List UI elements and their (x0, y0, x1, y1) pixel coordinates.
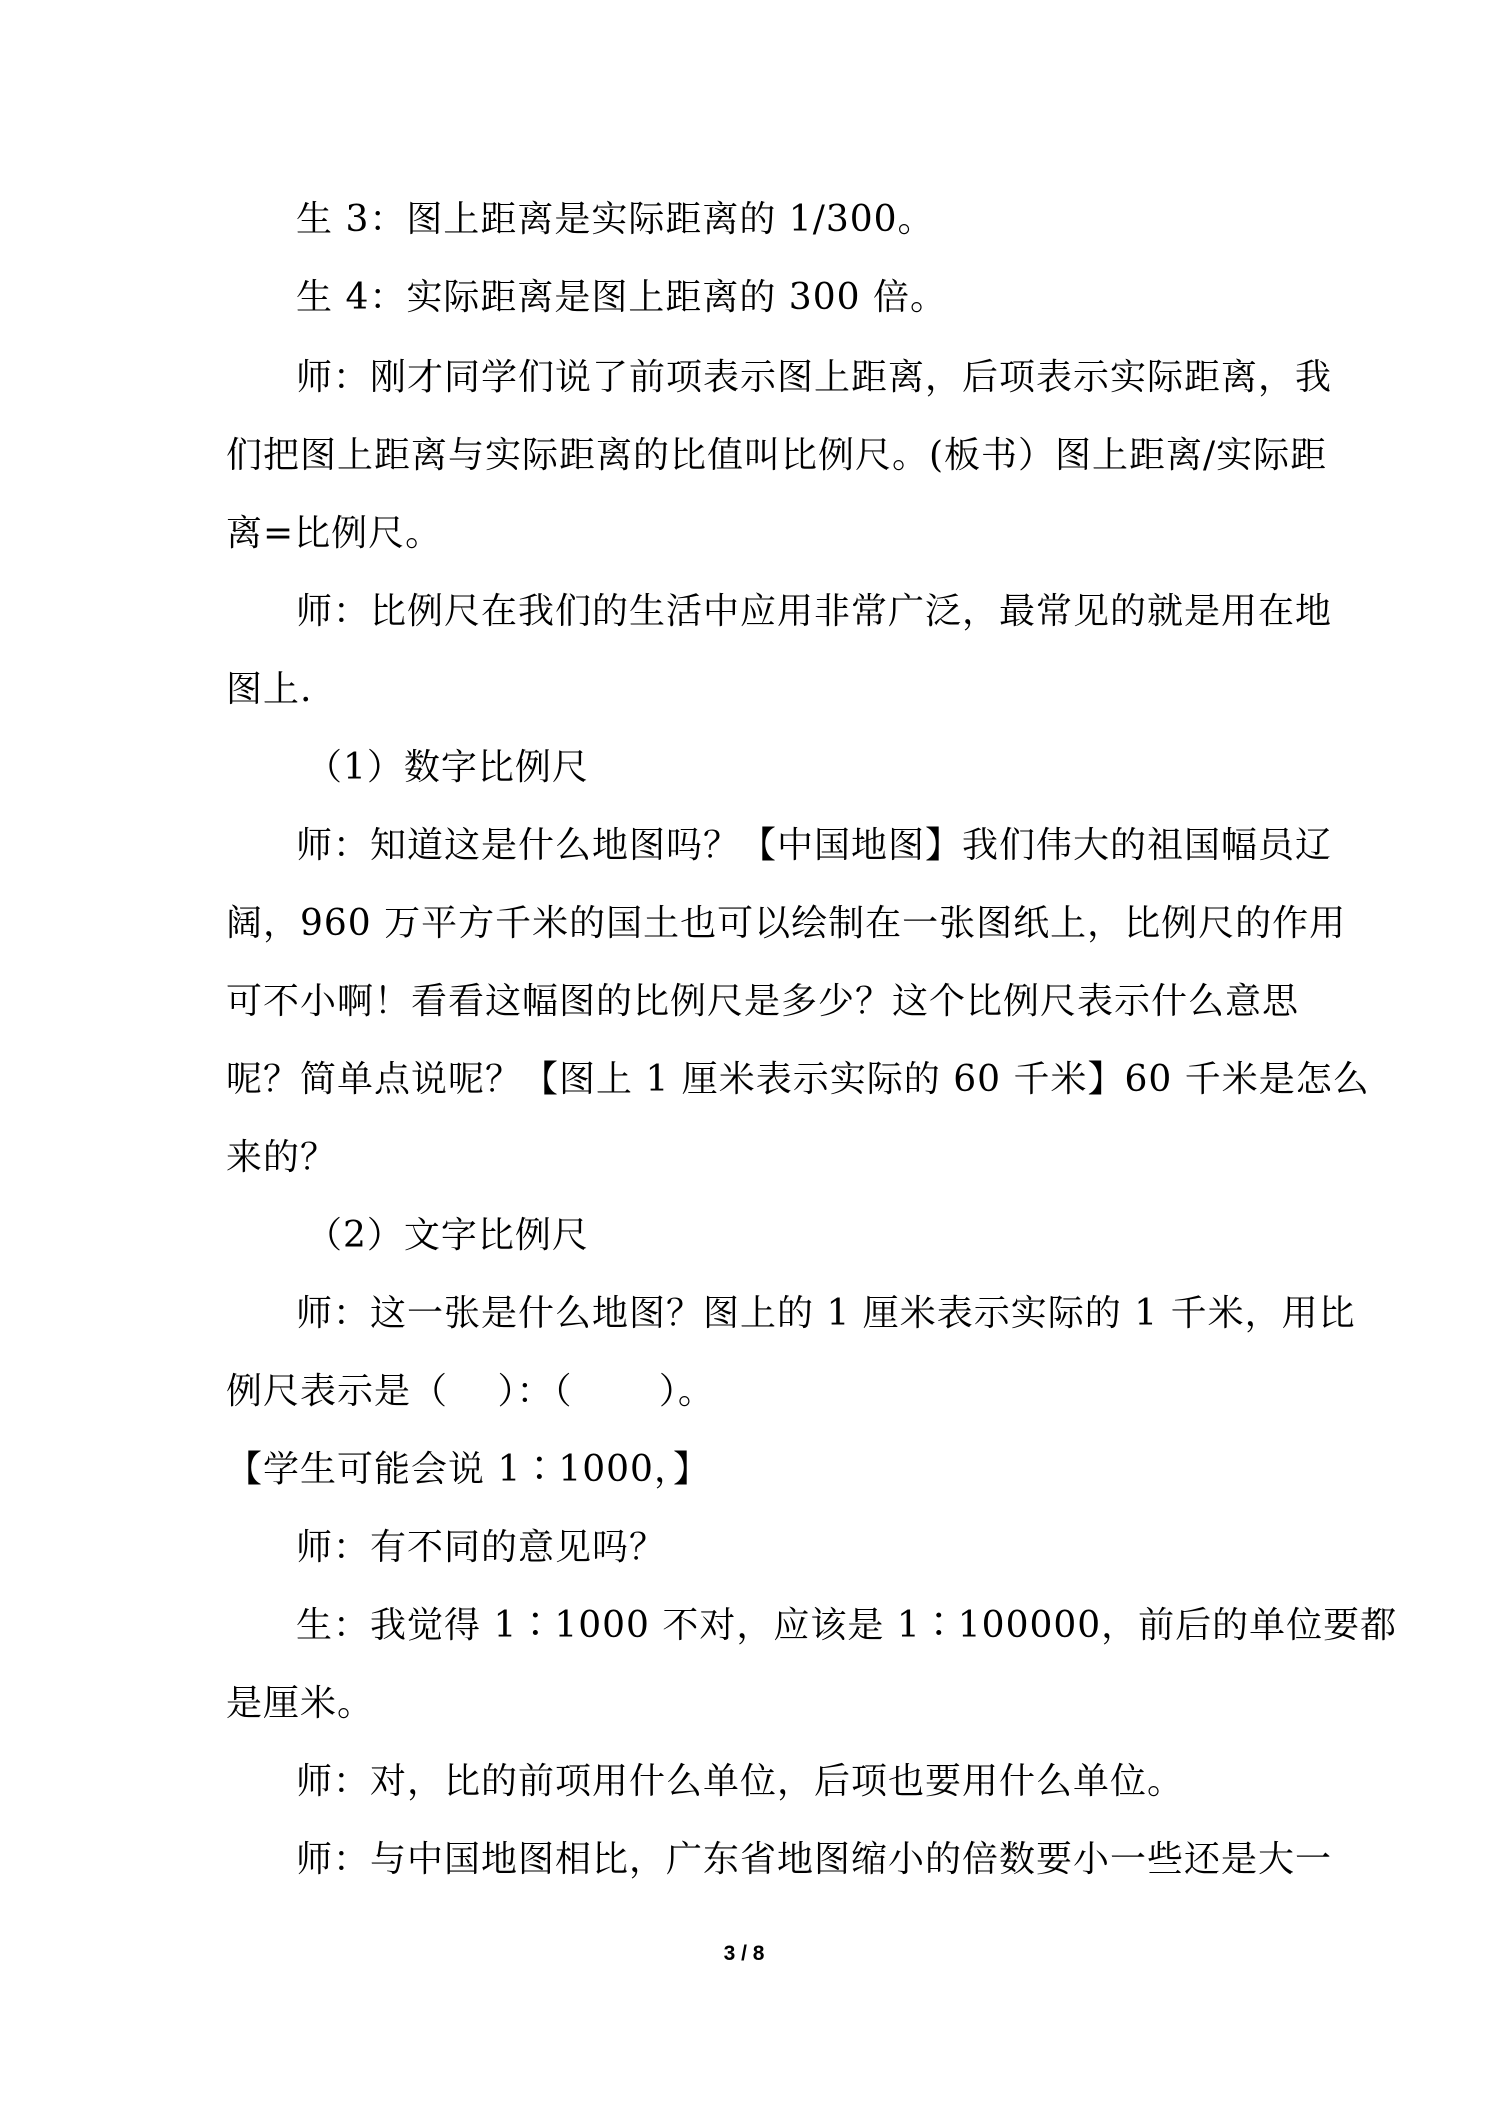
text-line: 师：对，比的前项用什么单位，后项也要用什么单位。 (296, 1761, 1185, 1802)
text-line: 师：有不同的意见吗？ (296, 1527, 667, 1568)
text-line: 阔，960 万平方千米的国土也可以绘制在一张图纸上，比例尺的作用 (226, 903, 1347, 944)
text-line: 生：我觉得 1∶1000 不对，应该是 1∶100000，前后的单位要都 (296, 1605, 1398, 1646)
section-heading: （1）数字比例尺 (306, 747, 589, 788)
text-line: 师：与中国地图相比，广东省地图缩小的倍数要小一些还是大一 (296, 1839, 1333, 1880)
text-line: 师：刚才同学们说了前项表示图上距离，后项表示实际距离，我 (296, 357, 1333, 398)
text-line: 例尺表示是（ ）：（ ）。 (226, 1371, 715, 1412)
text-line: 【学生可能会说 1∶1000，】 (226, 1449, 710, 1490)
text-line: 生 4：实际距离是图上距离的 300 倍。 (296, 277, 947, 318)
text-line: 可不小啊！看看这幅图的比例尺是多少？这个比例尺表示什么意思 (226, 981, 1300, 1022)
text-line: 师：知道这是什么地图吗？【中国地图】我们伟大的祖国幅员辽 (296, 825, 1333, 866)
text-line: 离=比例尺。 (226, 513, 443, 554)
text-line: 是厘米。 (226, 1683, 375, 1724)
text-line: 来的？ (226, 1137, 338, 1178)
text-line: 师：比例尺在我们的生活中应用非常广泛，最常见的就是用在地 (296, 591, 1333, 632)
text-line: 师：这一张是什么地图？图上的 1 厘米表示实际的 1 千米，用比 (296, 1293, 1356, 1334)
text-line: 呢？简单点说呢？【图上 1 厘米表示实际的 60 千米】60 千米是怎么 (226, 1059, 1370, 1100)
text-line: 生 3：图上距离是实际距离的 1/300。 (296, 199, 935, 240)
page-number: 3 / 8 (723, 1942, 765, 1965)
text-line: 们把图上距离与实际距离的比值叫比例尺。(板书）图上距离/实际距 (226, 435, 1328, 476)
text-line: 图上. (226, 669, 313, 710)
section-heading: （2）文字比例尺 (306, 1215, 589, 1256)
